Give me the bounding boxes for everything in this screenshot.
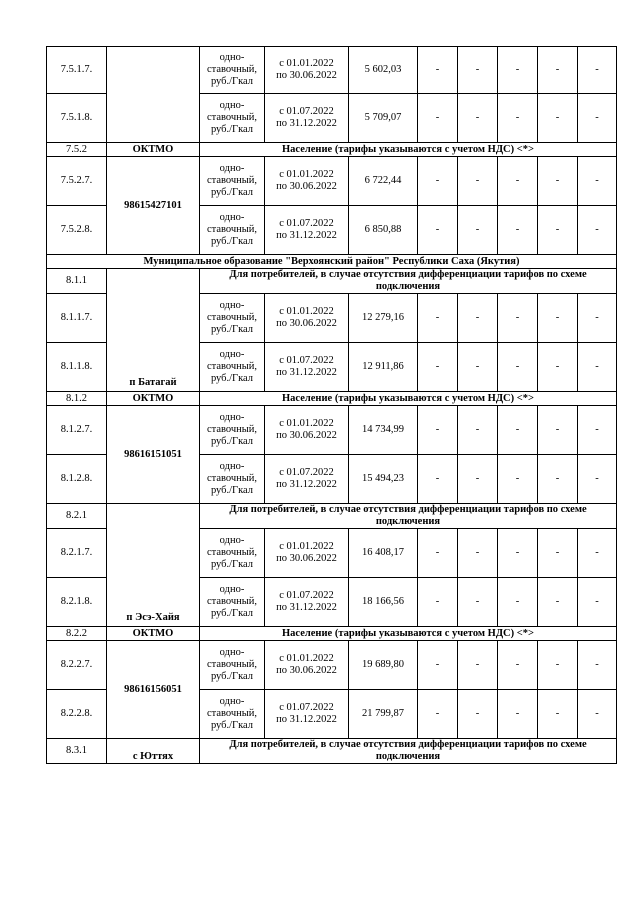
dash-cell: - bbox=[538, 206, 578, 255]
dash-cell: - bbox=[498, 157, 538, 206]
tariff-type bbox=[200, 157, 265, 206]
tariff-period bbox=[265, 47, 349, 94]
dash-cell: - bbox=[458, 406, 498, 455]
period-line: с 01.07.2022 bbox=[279, 106, 334, 117]
table-row bbox=[47, 406, 617, 455]
org-cell-oktmo-code: 98616151051 bbox=[107, 406, 200, 504]
tariff-type-line: одно- bbox=[219, 163, 245, 174]
row-number: 7.5.1.8. bbox=[47, 94, 107, 143]
dash-cell: - bbox=[418, 47, 458, 94]
tariff-type bbox=[200, 690, 265, 739]
period-line: с 01.01.2022 bbox=[279, 418, 334, 429]
tariff-type bbox=[200, 94, 265, 143]
tariff-value: 12 279,16 bbox=[349, 294, 418, 343]
tariff-type bbox=[200, 47, 265, 94]
period-line: с 01.07.2022 bbox=[279, 590, 334, 601]
dash-cell: - bbox=[458, 47, 498, 94]
period-line: с 01.01.2022 bbox=[279, 541, 334, 552]
dash-cell: - bbox=[578, 157, 617, 206]
tariff-period bbox=[265, 206, 349, 255]
period-line: с 01.01.2022 bbox=[279, 58, 334, 69]
table-row bbox=[47, 641, 617, 690]
tariff-type-line: ставочный, bbox=[206, 596, 258, 607]
row-number: 8.1.1.7. bbox=[47, 294, 107, 343]
tariff-value: 14 734,99 bbox=[349, 406, 418, 455]
org-cell-yuttyakh: с Юттях bbox=[107, 739, 200, 764]
dash-cell: - bbox=[578, 206, 617, 255]
period-line: по 31.12.2022 bbox=[276, 602, 337, 613]
dash-cell: - bbox=[458, 206, 498, 255]
dash-cell: - bbox=[498, 455, 538, 504]
period-line: по 31.12.2022 bbox=[276, 479, 337, 490]
org-cell-top bbox=[107, 47, 200, 143]
dash-cell: - bbox=[538, 294, 578, 343]
tariff-type bbox=[200, 343, 265, 392]
tariff-type-line: одно- bbox=[219, 100, 245, 111]
tariff-type-line: одно- bbox=[219, 647, 245, 658]
tariff-type-line: ставочный, bbox=[206, 312, 258, 323]
dash-cell: - bbox=[578, 529, 617, 578]
period-line: с 01.01.2022 bbox=[279, 653, 334, 664]
period-line: с 01.01.2022 bbox=[279, 306, 334, 317]
period-line: по 30.06.2022 bbox=[276, 181, 337, 192]
row-number: 8.3.1 bbox=[47, 739, 107, 764]
section-header: Население (тарифы указываются с учетом НДС) <*> bbox=[200, 143, 617, 157]
tariff-value: 15 494,23 bbox=[349, 455, 418, 504]
dash-cell: - bbox=[498, 47, 538, 94]
tariff-type-line: ставочный, bbox=[206, 175, 258, 186]
org-cell-oktmo-code: 98616156051 bbox=[107, 641, 200, 739]
dash-cell: - bbox=[578, 455, 617, 504]
dash-cell: - bbox=[538, 157, 578, 206]
section-row bbox=[47, 143, 617, 157]
dash-cell: - bbox=[418, 641, 458, 690]
period-line: с 01.07.2022 bbox=[279, 702, 334, 713]
dash-cell: - bbox=[498, 529, 538, 578]
dash-cell: - bbox=[578, 406, 617, 455]
row-number: 8.2.2.8. bbox=[47, 690, 107, 739]
tariff-type-line: ставочный, bbox=[206, 64, 258, 75]
tariff-type-line: ставочный, bbox=[206, 708, 258, 719]
tariff-table-body bbox=[47, 47, 617, 764]
period-line: с 01.07.2022 bbox=[279, 218, 334, 229]
dash-cell: - bbox=[458, 641, 498, 690]
tariff-type-line: одно- bbox=[219, 461, 245, 472]
tariff-type-line: руб./Гкал bbox=[210, 671, 254, 682]
dash-cell: - bbox=[498, 641, 538, 690]
dash-cell: - bbox=[538, 578, 578, 627]
tariff-sheet bbox=[46, 46, 616, 764]
section-row bbox=[47, 504, 617, 529]
tariff-period bbox=[265, 94, 349, 143]
dash-cell: - bbox=[498, 206, 538, 255]
row-number: 8.1.2.8. bbox=[47, 455, 107, 504]
tariff-value: 18 166,56 bbox=[349, 578, 418, 627]
dash-cell: - bbox=[498, 690, 538, 739]
period-line: по 31.12.2022 bbox=[276, 714, 337, 725]
period-line: по 30.06.2022 bbox=[276, 665, 337, 676]
dash-cell: - bbox=[418, 343, 458, 392]
section-header: Для потребителей, в случае отсутствия дифференциации тарифов по схеме подключения bbox=[200, 739, 617, 764]
dash-cell: - bbox=[418, 690, 458, 739]
tariff-type bbox=[200, 578, 265, 627]
row-number: 8.2.1.7. bbox=[47, 529, 107, 578]
tariff-value: 12 911,86 bbox=[349, 343, 418, 392]
org-cell-batagai bbox=[107, 269, 200, 392]
tariff-period bbox=[265, 578, 349, 627]
org-cell-esekhaya bbox=[107, 504, 200, 627]
dash-cell: - bbox=[458, 94, 498, 143]
dash-cell: - bbox=[538, 406, 578, 455]
tariff-type-line: руб./Гкал bbox=[210, 436, 254, 447]
row-number: 8.1.1 bbox=[47, 269, 107, 294]
period-line: по 31.12.2022 bbox=[276, 367, 337, 378]
dash-cell: - bbox=[418, 578, 458, 627]
dash-cell: - bbox=[418, 157, 458, 206]
org-cell-oktmo-label: ОКТМО bbox=[107, 627, 200, 641]
row-number: 7.5.2.7. bbox=[47, 157, 107, 206]
tariff-type-line: руб./Гкал bbox=[210, 76, 254, 87]
dash-cell: - bbox=[498, 343, 538, 392]
row-number: 8.1.2.7. bbox=[47, 406, 107, 455]
dash-cell: - bbox=[538, 641, 578, 690]
row-number: 8.2.2 bbox=[47, 627, 107, 641]
period-line: с 01.07.2022 bbox=[279, 467, 334, 478]
dash-cell: - bbox=[498, 578, 538, 627]
table-row bbox=[47, 47, 617, 94]
tariff-value: 21 799,87 bbox=[349, 690, 418, 739]
section-header: Население (тарифы указываются с учетом НДС) <*> bbox=[200, 392, 617, 406]
period-line: по 30.06.2022 bbox=[276, 430, 337, 441]
section-header: Для потребителей, в случае отсутствия дифференциации тарифов по схеме подключения bbox=[200, 269, 617, 294]
period-line: с 01.01.2022 bbox=[279, 169, 334, 180]
tariff-type-line: ставочный, bbox=[206, 659, 258, 670]
tariff-period bbox=[265, 294, 349, 343]
dash-cell: - bbox=[578, 578, 617, 627]
tariff-value: 16 408,17 bbox=[349, 529, 418, 578]
tariff-type-line: ставочный, bbox=[206, 112, 258, 123]
row-number: 7.5.2.8. bbox=[47, 206, 107, 255]
tariff-value: 5 709,07 bbox=[349, 94, 418, 143]
tariff-type-line: руб./Гкал bbox=[210, 324, 254, 335]
dash-cell: - bbox=[418, 206, 458, 255]
row-number: 8.1.2 bbox=[47, 392, 107, 406]
municipality-row bbox=[47, 255, 617, 269]
dash-cell: - bbox=[578, 294, 617, 343]
tariff-period bbox=[265, 157, 349, 206]
tariff-type-line: руб./Гкал bbox=[210, 720, 254, 731]
dash-cell: - bbox=[578, 641, 617, 690]
tariff-type-line: руб./Гкал bbox=[210, 124, 254, 135]
tariff-type-line: ставочный, bbox=[206, 424, 258, 435]
tariff-period bbox=[265, 529, 349, 578]
tariff-type bbox=[200, 641, 265, 690]
dash-cell: - bbox=[458, 294, 498, 343]
dash-cell: - bbox=[418, 294, 458, 343]
section-row bbox=[47, 392, 617, 406]
row-number: 7.5.1.7. bbox=[47, 47, 107, 94]
tariff-type-line: одно- bbox=[219, 412, 245, 423]
section-header: Население (тарифы указываются с учетом НДС) <*> bbox=[200, 627, 617, 641]
tariff-period bbox=[265, 641, 349, 690]
dash-cell: - bbox=[498, 294, 538, 343]
dash-cell: - bbox=[458, 529, 498, 578]
tariff-type-line: руб./Гкал bbox=[210, 485, 254, 496]
dash-cell: - bbox=[458, 578, 498, 627]
section-row bbox=[47, 739, 617, 764]
tariff-period bbox=[265, 455, 349, 504]
tariff-period bbox=[265, 406, 349, 455]
row-number: 8.2.1.8. bbox=[47, 578, 107, 627]
tariff-type bbox=[200, 206, 265, 255]
dash-cell: - bbox=[578, 47, 617, 94]
dash-cell: - bbox=[418, 94, 458, 143]
tariff-type-line: одно- bbox=[219, 696, 245, 707]
dash-cell: - bbox=[498, 406, 538, 455]
settlement-name: п Батагай bbox=[129, 377, 177, 388]
tariff-type-line: одно- bbox=[219, 212, 245, 223]
dash-cell: - bbox=[578, 343, 617, 392]
org-cell-oktmo-label: ОКТМО bbox=[107, 143, 200, 157]
tariff-type bbox=[200, 529, 265, 578]
tariff-value: 6 722,44 bbox=[349, 157, 418, 206]
tariff-type-line: руб./Гкал bbox=[210, 373, 254, 384]
municipality-title: Муниципальное образование "Верхоянский район" Республики Саха (Якутия) bbox=[47, 255, 617, 269]
tariff-value: 6 850,88 bbox=[349, 206, 418, 255]
dash-cell: - bbox=[498, 94, 538, 143]
tariff-type-line: руб./Гкал bbox=[210, 608, 254, 619]
period-line: с 01.07.2022 bbox=[279, 355, 334, 366]
tariff-type bbox=[200, 455, 265, 504]
dash-cell: - bbox=[418, 455, 458, 504]
tariff-table bbox=[46, 46, 617, 764]
tariff-type-line: ставочный, bbox=[206, 361, 258, 372]
tariff-value: 5 602,03 bbox=[349, 47, 418, 94]
dash-cell: - bbox=[538, 47, 578, 94]
dash-cell: - bbox=[458, 157, 498, 206]
dash-cell: - bbox=[578, 690, 617, 739]
tariff-period bbox=[265, 343, 349, 392]
row-number: 8.2.2.7. bbox=[47, 641, 107, 690]
dash-cell: - bbox=[458, 690, 498, 739]
section-row bbox=[47, 627, 617, 641]
dash-cell: - bbox=[538, 343, 578, 392]
dash-cell: - bbox=[538, 529, 578, 578]
tariff-type-line: ставочный, bbox=[206, 473, 258, 484]
row-number: 7.5.2 bbox=[47, 143, 107, 157]
dash-cell: - bbox=[458, 455, 498, 504]
tariff-value: 19 689,80 bbox=[349, 641, 418, 690]
period-line: по 30.06.2022 bbox=[276, 553, 337, 564]
period-line: по 31.12.2022 bbox=[276, 118, 337, 129]
period-line: по 31.12.2022 bbox=[276, 230, 337, 241]
section-header: Для потребителей, в случае отсутствия дифференциации тарифов по схеме подключения bbox=[200, 504, 617, 529]
settlement-name: п Эсэ-Хайя bbox=[126, 612, 180, 623]
table-row bbox=[47, 157, 617, 206]
org-cell-oktmo-label: ОКТМО bbox=[107, 392, 200, 406]
org-cell-oktmo-code: 98615427101 bbox=[107, 157, 200, 255]
period-line: по 30.06.2022 bbox=[276, 70, 337, 81]
tariff-period bbox=[265, 690, 349, 739]
tariff-type-line: руб./Гкал bbox=[210, 187, 254, 198]
row-number: 8.1.1.8. bbox=[47, 343, 107, 392]
tariff-type-line: одно- bbox=[219, 535, 245, 546]
dash-cell: - bbox=[538, 455, 578, 504]
tariff-type-line: ставочный, bbox=[206, 547, 258, 558]
tariff-type-line: ставочный, bbox=[206, 224, 258, 235]
tariff-type-line: руб./Гкал bbox=[210, 559, 254, 570]
tariff-type bbox=[200, 294, 265, 343]
tariff-type-line: одно- bbox=[219, 349, 245, 360]
tariff-type bbox=[200, 406, 265, 455]
dash-cell: - bbox=[418, 406, 458, 455]
dash-cell: - bbox=[458, 343, 498, 392]
dash-cell: - bbox=[418, 529, 458, 578]
tariff-type-line: одно- bbox=[219, 52, 245, 63]
tariff-type-line: одно- bbox=[219, 300, 245, 311]
tariff-type-line: руб./Гкал bbox=[210, 236, 254, 247]
dash-cell: - bbox=[538, 94, 578, 143]
dash-cell: - bbox=[538, 690, 578, 739]
row-number: 8.2.1 bbox=[47, 504, 107, 529]
period-line: по 30.06.2022 bbox=[276, 318, 337, 329]
tariff-type-line: одно- bbox=[219, 584, 245, 595]
dash-cell: - bbox=[578, 94, 617, 143]
section-row bbox=[47, 269, 617, 294]
